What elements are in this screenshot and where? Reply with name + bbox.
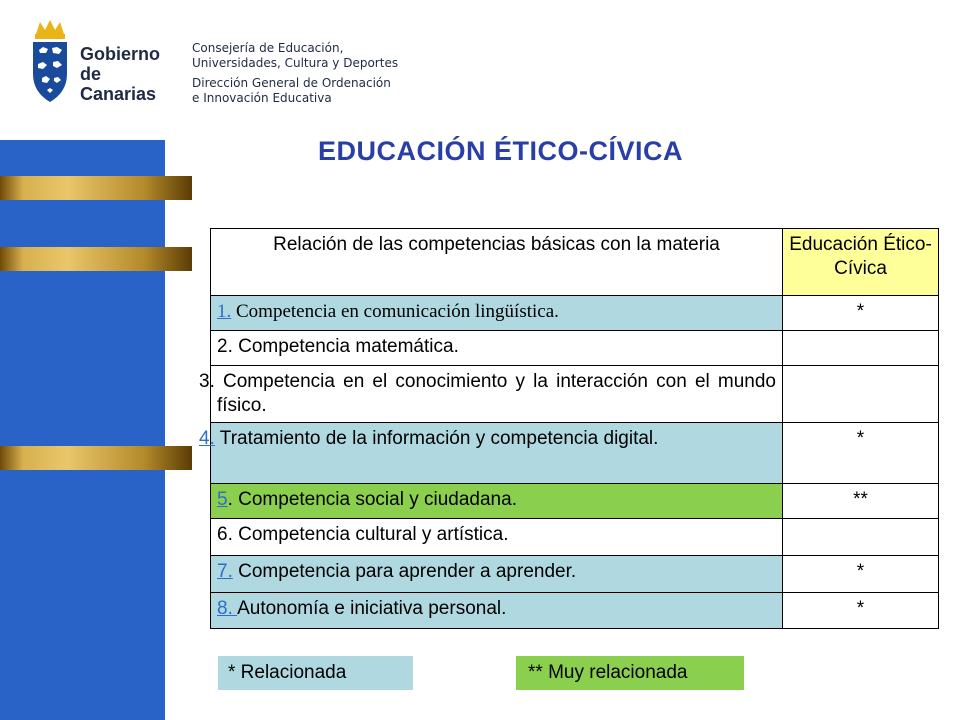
competency-text: Tratamiento de la información y competencia digital. [214,428,659,449]
competency-link[interactable]: 5 [217,489,228,510]
mark-cell: * [783,423,939,484]
competency-link[interactable]: 7. [217,561,233,582]
competency-cell [211,331,783,366]
competency-link[interactable]: 8. [217,598,238,619]
competency-number: 6. [217,524,233,545]
org-line-1: Consejería de Educación, [192,41,344,55]
competency-text: Competencia en comunicación lingüística. [231,301,559,322]
decorative-gold-bar [0,247,192,271]
mark-cell [783,519,939,556]
mark-cell [783,331,939,366]
mark-cell: * [783,593,939,629]
header-left-cell: Relación de las competencias básicas con la materia [211,229,783,296]
competency-cell [199,423,783,484]
competency-number: 3. [199,371,215,392]
logo-wordmark [80,44,173,104]
competency-link[interactable]: 1. [217,301,232,322]
mark-cell [783,366,939,423]
table-row [211,593,939,629]
competency-cell [211,593,783,629]
mark-cell: * [783,296,939,331]
mark-cell: * [783,556,939,593]
org-line-2: Universidades, Cultura y Deportes [192,56,399,70]
competency-text: . Competencia social y ciudadana. [227,489,517,510]
logo-line-2: de Canarias [80,64,157,104]
mark-cell: ** [783,484,939,519]
decorative-gold-bar [0,446,192,470]
competencies-table [199,228,939,629]
legend-related: * Relacionada [218,656,413,690]
org-line-4: e Innovación Educativa [192,91,332,105]
competency-cell [211,556,783,593]
logo-line-1: Gobierno [80,44,160,64]
table-row [211,331,939,366]
table-header-row [211,229,939,296]
competency-cell [211,519,783,556]
competency-text: Competencia para aprender a aprender. [232,561,577,582]
competency-text: Competencia en el conocimiento y la interacción con el mundo físico. [214,371,776,416]
page-title: EDUCACIÓN ÉTICO-CÍVICA [318,136,684,166]
table-row [211,484,939,519]
table-row [211,296,939,331]
competency-number: 2. [217,336,233,357]
crest-icon [30,18,70,104]
organization-name [192,41,398,106]
decorative-gold-bar [0,176,192,200]
competency-cell [211,484,783,519]
competency-text: Competencia cultural y artística. [232,524,509,545]
org-line-3: Dirección General de Ordenación [192,76,391,90]
header-right-cell: Educación Ético-Cívica [783,229,939,296]
table-row [211,423,939,484]
gobierno-logo [28,18,173,108]
table-row [211,366,939,423]
competency-cell [199,366,783,423]
table-row [211,519,939,556]
legend-very-related: ** Muy relacionada [516,656,744,690]
competency-cell [211,296,783,331]
table-row [211,556,939,593]
competency-link[interactable]: 4. [199,428,215,449]
sidebar-blue-bar [0,140,165,720]
competency-text: Autonomía e iniciativa personal. [237,598,507,619]
competency-text: Competencia matemática. [232,336,459,357]
